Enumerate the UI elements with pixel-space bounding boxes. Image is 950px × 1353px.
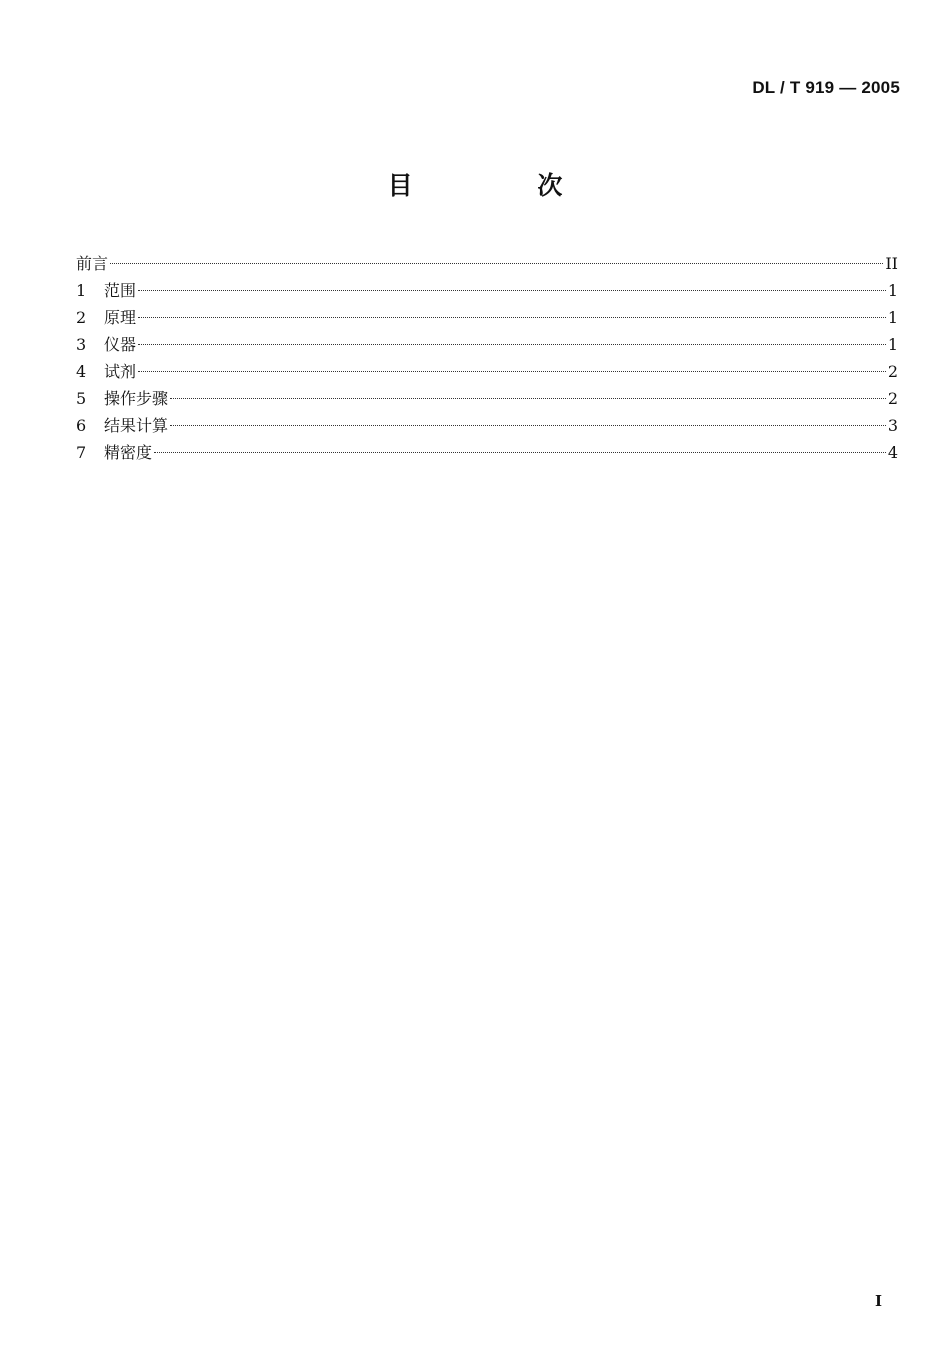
- standard-code: DL / T 919 — 2005: [752, 78, 900, 97]
- page-number: I: [874, 1292, 882, 1310]
- toc-entry-number: 7: [76, 443, 87, 462]
- toc-entry-number: 6: [76, 416, 87, 435]
- toc-entry-label: 试剂: [104, 362, 137, 381]
- toc-entry-page: 2: [887, 362, 898, 381]
- toc-dot-leader: [170, 425, 886, 426]
- toc-entry-number: 1: [76, 281, 87, 300]
- toc-dot-leader: [138, 317, 886, 318]
- toc-entry-apparatus[interactable]: [76, 331, 898, 358]
- toc-entry-principle[interactable]: [76, 304, 898, 331]
- toc-entry-page: 4: [887, 443, 898, 462]
- toc-entry-label: 仪器: [104, 335, 137, 354]
- toc-entry-calculation[interactable]: [76, 412, 898, 439]
- toc-entry-number: 3: [76, 335, 87, 354]
- toc-entry-label: 前言: [76, 254, 109, 273]
- toc-entry-label: 精密度: [104, 443, 153, 462]
- toc-dot-leader: [110, 263, 883, 264]
- toc-entry-page: 3: [887, 416, 898, 435]
- toc-entry-label: 原理: [104, 308, 137, 327]
- toc-dot-leader: [170, 398, 886, 399]
- toc-entry-page: 1: [887, 308, 898, 327]
- toc-entry-page: 2: [887, 389, 898, 408]
- toc-entry-page: 1: [887, 335, 898, 354]
- toc-entry-number: 4: [76, 362, 87, 381]
- toc-dot-leader: [138, 371, 886, 372]
- toc-entry-number: 2: [76, 308, 87, 327]
- toc-dot-leader: [154, 452, 886, 453]
- toc-entry-scope[interactable]: [76, 277, 898, 304]
- table-of-contents: [76, 250, 898, 466]
- toc-dot-leader: [138, 344, 886, 345]
- toc-entry-reagents[interactable]: [76, 358, 898, 385]
- toc-entry-preface[interactable]: [76, 250, 898, 277]
- toc-entry-procedure[interactable]: [76, 385, 898, 412]
- toc-entry-label: 结果计算: [104, 416, 169, 435]
- toc-entry-page: II: [885, 254, 898, 273]
- toc-entry-precision[interactable]: [76, 439, 898, 466]
- toc-dot-leader: [138, 290, 886, 291]
- toc-entry-page: 1: [887, 281, 898, 300]
- toc-entry-label: 范围: [104, 281, 137, 300]
- toc-title: 目 次: [387, 171, 621, 200]
- toc-entry-label: 操作步骤: [104, 389, 169, 408]
- toc-entry-number: 5: [76, 389, 87, 408]
